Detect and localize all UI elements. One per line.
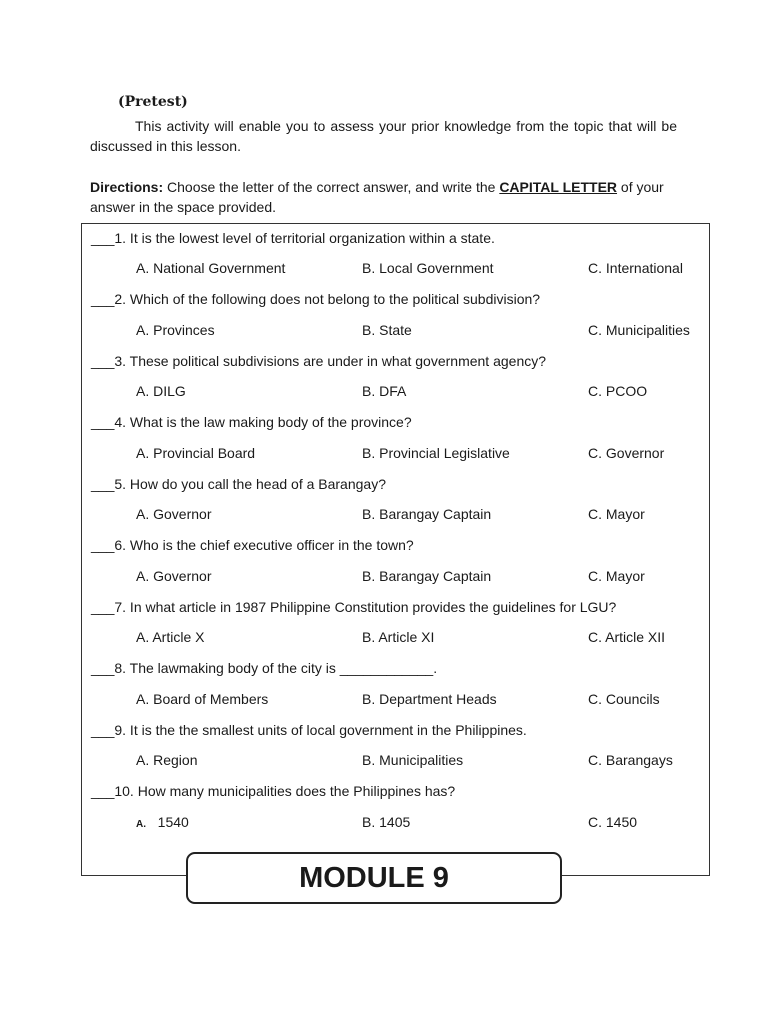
question-9-option-a: A. Region [136,752,198,768]
question-9-option-c: C. Barangays [588,752,673,768]
question-3-option-c: C. PCOO [588,383,648,399]
question-10-option-a [136,813,189,834]
question-6-option-b: B. Barangay Captain [362,568,492,584]
question-5-option-c: C. Mayor [588,506,645,522]
question-7-option-b: B. Article XI [362,629,435,645]
question-4-option-b: B. Provincial Legislative [362,445,510,461]
question-8-option-c: C. Councils [588,691,660,707]
question-4-option-a: A. Provincial Board [136,445,256,461]
pretest-heading: (Pretest) [118,94,188,110]
module-label-box: MODULE 9 [186,852,562,904]
question-10: ___10. How many municipalities does the Philippines has? [91,783,456,799]
question-5-option-b: B. Barangay Captain [362,506,492,522]
question-1-option-b: B. Local Government [362,260,494,276]
question-2: ___2. Which of the following does not belong to the political subdivision? [91,291,541,307]
question-4-option-c: C. Governor [588,445,665,461]
directions-label: Directions: [90,179,164,195]
directions-paragraph [90,177,680,217]
directions-text-before: Choose the letter of the correct answer, and write the [163,179,500,195]
question-1-option-a: A. National Government [136,260,286,276]
question-9-option-b: B. Municipalities [362,752,464,768]
question-7: ___7. In what article in 1987 Philippine Constitution provides the guidelines for LGU? [91,599,617,615]
question-3-option-b: B. DFA [362,383,407,399]
question-1-option-c: C. International [588,260,683,276]
question-6: ___6. Who is the chief executive officer in the town? [91,537,414,553]
intro-paragraph: This activity will enable you to assess your prior knowledge from the topic that will be discussed in this lesson. [90,118,677,154]
question-10-option-a-text: 1540 [157,814,189,830]
question-8: ___8. The lawmaking body of the city is ____________. [91,660,438,676]
question-6-option-c: C. Mayor [588,568,645,584]
question-4: ___4. What is the law making body of the province? [91,414,412,430]
question-8-option-a: A. Board of Members [136,691,269,707]
question-3: ___3. These political subdivisions are under in what government agency? [91,353,547,369]
question-3-option-a: A. DILG [136,383,186,399]
question-10-option-a-letter: A. [136,819,146,830]
question-2-option-c: C. Municipalities [588,322,690,338]
question-9: ___9. It is the the smallest units of local government in the Philippines. [91,722,527,738]
question-10-option-c: C. 1450 [588,814,638,830]
question-7-option-a: A. Article X [136,629,205,645]
directions-text-after: of your answer in the space provided. [90,179,664,215]
question-8-option-b: B. Department Heads [362,691,497,707]
capital-letter-emphasis: CAPITAL LETTER [499,179,618,195]
question-6-option-a: A. Governor [136,568,212,584]
question-5-option-a: A. Governor [136,506,212,522]
question-2-option-b: B. State [362,322,412,338]
question-5: ___5. How do you call the head of a Barangay? [91,476,386,492]
question-10-option-b: B. 1405 [362,814,411,830]
question-1: ___1. It is the lowest level of territorial organization within a state. [91,230,495,246]
question-7-option-c: C. Article XII [588,629,666,645]
question-2-option-a: A. Provinces [136,322,215,338]
